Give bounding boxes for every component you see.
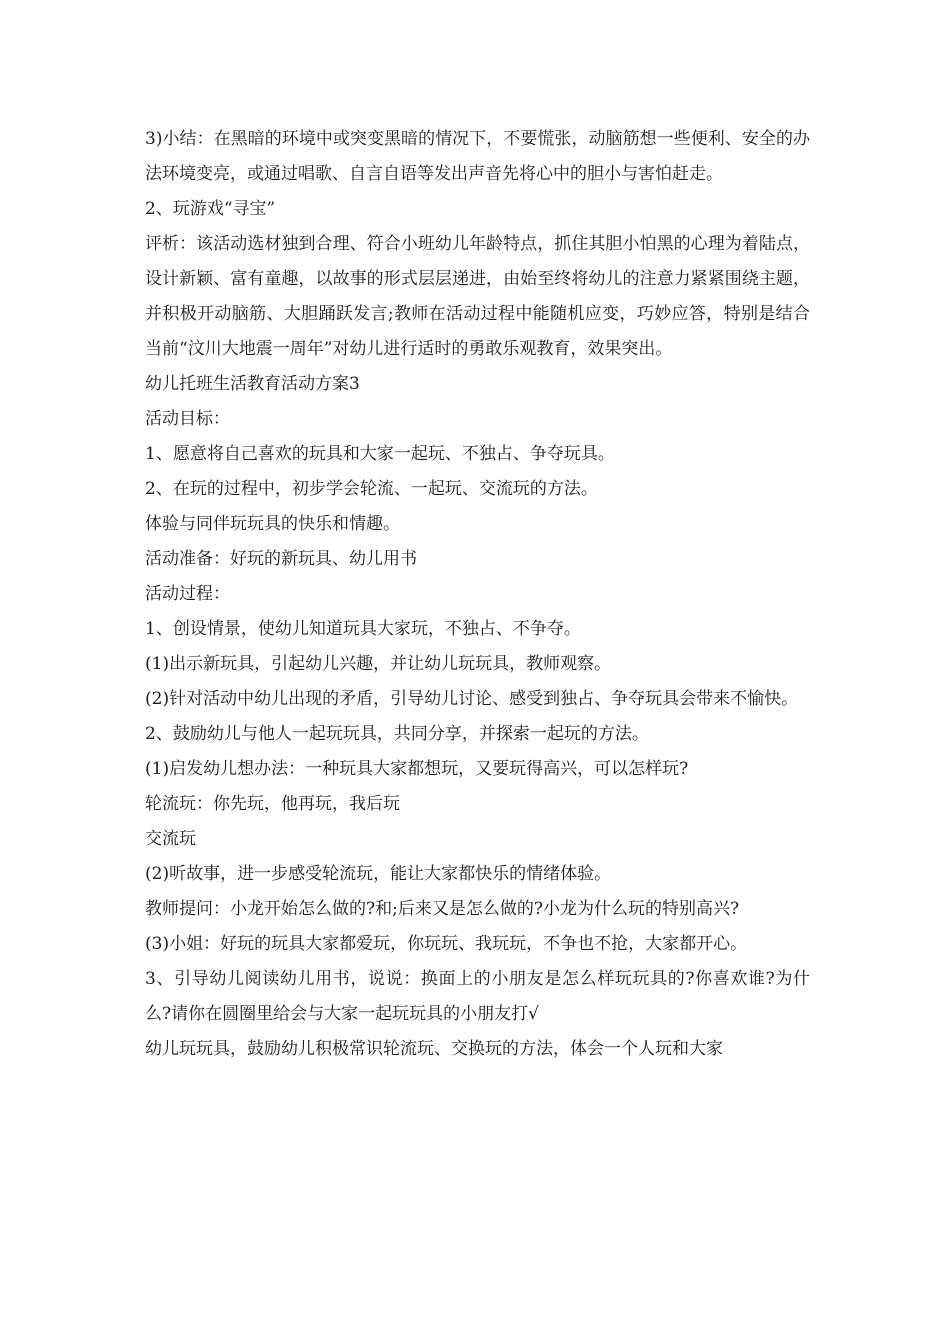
step-1-sub-2: (2)针对活动中幼儿出现的矛盾，引导幼儿讨论、感受到独占、争夺玩具会带来不愉快。 bbox=[145, 689, 799, 709]
step-2-sub-1: (1)启发幼儿想办法：一种玩具大家都想玩，又要玩得高兴，可以怎样玩? bbox=[145, 759, 689, 779]
step-2-sub-3: (3)小姐：好玩的玩具大家都爱玩，你玩玩、我玩玩，不争也不抢，大家都开心。 bbox=[145, 934, 748, 954]
goal-item-2: 2、在玩的过程中，初步学会轮流、一起玩、交流玩的方法。 bbox=[145, 479, 598, 499]
turn-taking-line: 轮流玩：你先玩，他再玩，我后玩 bbox=[145, 794, 400, 814]
step-1-sub-1: (1)出示新玩具，引起幼儿兴趣，并让幼儿玩玩具，教师观察。 bbox=[145, 654, 612, 674]
closing-line: 幼儿玩玩具，鼓励幼儿积极常识轮流玩、交换玩的方法，体会一个人玩和大家 bbox=[145, 1039, 723, 1059]
step-1: 1、创设情景，使幼儿知道玩具大家玩，不独占、不争夺。 bbox=[145, 619, 581, 639]
goals-heading: 活动目标： bbox=[145, 409, 230, 429]
step-3: 3、引导幼儿阅读幼儿用书，说说：换面上的小朋友是怎么样玩玩具的?你喜欢谁?为什么?请你在圆圈里给会与大家一起玩玩具的小朋友打√ bbox=[145, 969, 810, 1024]
goal-item-3: 体验与同伴玩玩具的快乐和情趣。 bbox=[145, 514, 400, 534]
summary-paragraph: 3)小结：在黑暗的环境中或突变黑暗的情况下，不要慌张，动脑筋想一些便利、安全的办法环境变亮，或通过唱歌、自言自语等发出声音先将心中的胆小与害怕赶走。 bbox=[145, 129, 810, 184]
plan-title: 幼儿托班生活教育活动方案3 bbox=[145, 374, 360, 394]
exchange-line: 交流玩 bbox=[145, 829, 196, 849]
evaluation-paragraph: 评析：该活动选材独到合理、符合小班幼儿年龄特点，抓住其胆小怕黑的心理为着陆点，设计新颖、富有童趣，以故事的形式层层递进，由始至终将幼儿的注意力紧紧围绕主题，并积极开动脑筋、大胆踊跃发言;教师在活动过程中能随机应变，巧妙应答，特别是结合当前“汶川大地震一周年”对幼儿进行适时的勇敢乐观教育，效果突出。 bbox=[145, 234, 810, 359]
goal-item-1: 1、愿意将自己喜欢的玩具和大家一起玩、不独占、争夺玩具。 bbox=[145, 444, 615, 464]
step-2: 2、鼓励幼儿与他人一起玩玩具，共同分享，并探索一起玩的方法。 bbox=[145, 724, 649, 744]
teacher-question: 教师提问：小龙开始怎么做的?和;后来又是怎么做的?小龙为什么玩的特别高兴? bbox=[145, 899, 740, 919]
game-heading: 2、玩游戏“寻宝” bbox=[145, 199, 276, 219]
process-heading: 活动过程： bbox=[145, 584, 230, 604]
document-page bbox=[145, 122, 810, 1067]
step-2-sub-2: (2)听故事，进一步感受轮流玩，能让大家都快乐的情绪体验。 bbox=[145, 864, 612, 884]
preparation-line: 活动准备：好玩的新玩具、幼儿用书 bbox=[145, 549, 417, 569]
